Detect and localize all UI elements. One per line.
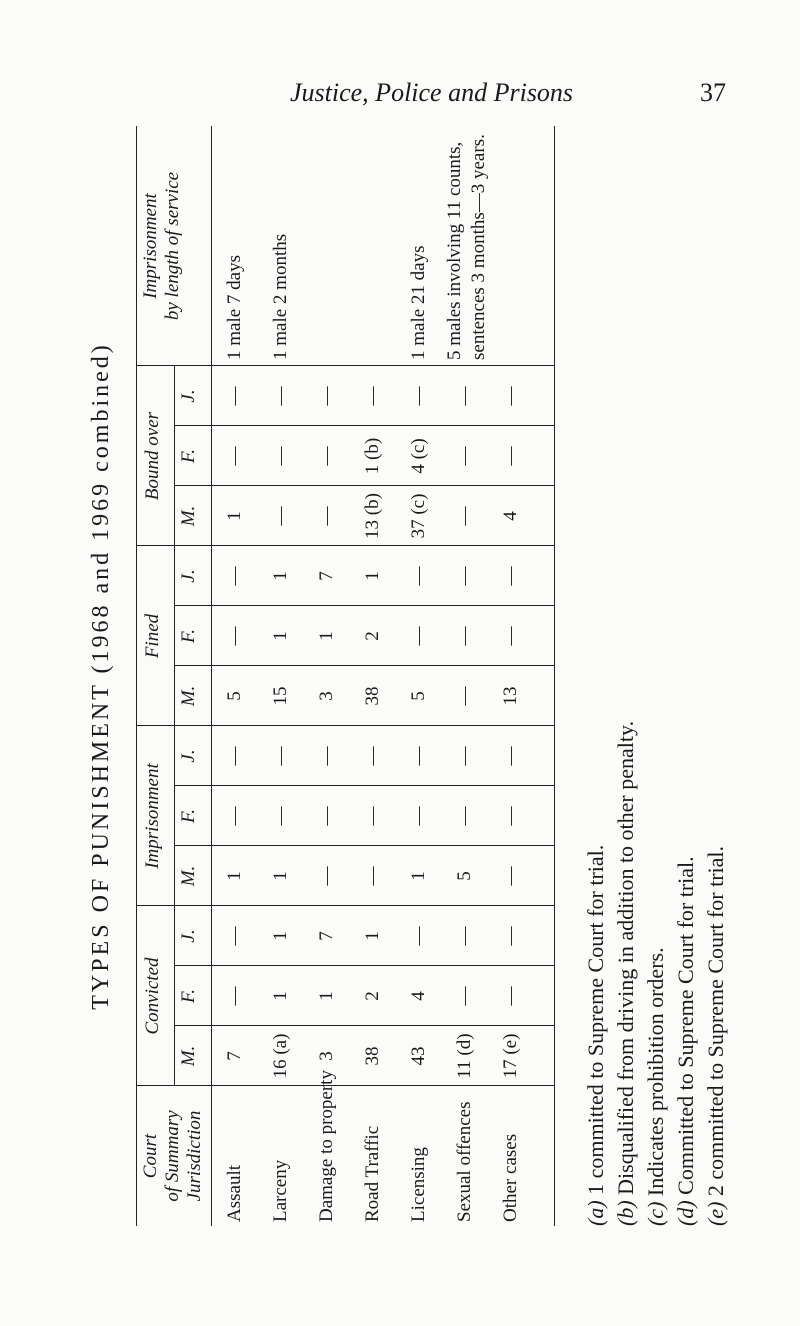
imprisonment-cell: —: [362, 806, 383, 826]
fined-cell: —: [224, 626, 245, 646]
footnote: [643, 947, 669, 1226]
convicted-cell: —: [454, 986, 475, 1006]
bound-over-cell: —: [270, 386, 291, 406]
bound-over-cell: 4: [500, 511, 521, 521]
bound-over-cell: —: [408, 386, 429, 406]
imprisonment-length: 1 male 7 days: [224, 254, 245, 360]
convicted-cell: 2: [362, 991, 383, 1001]
footnote-key: (b): [613, 1200, 638, 1226]
imprisonment-length: 1 male 2 months: [270, 233, 291, 360]
footnote-text: Indicates prohibition orders.: [643, 947, 668, 1197]
bound-over-cell: —: [270, 446, 291, 466]
imprisonment-length: 5 males involving 11 counts,: [444, 141, 465, 360]
bound-over-cell: —: [224, 386, 245, 406]
footnote-key: (a): [583, 1200, 608, 1226]
imprisonment-cell: —: [224, 806, 245, 826]
subheader-f: F.: [178, 989, 199, 1003]
rule: [174, 485, 554, 486]
convicted-cell: 38: [362, 1046, 383, 1066]
fined-cell: —: [408, 566, 429, 586]
imprisonment-cell: —: [408, 806, 429, 826]
rule: [174, 665, 554, 666]
convicted-cell: —: [500, 926, 521, 946]
fined-cell: 15: [270, 686, 291, 706]
page-number: 37: [700, 78, 726, 107]
rule: [174, 605, 554, 606]
bound-over-cell: 13 (b): [362, 493, 383, 539]
convicted-cell: 1: [316, 991, 337, 1001]
fined-cell: —: [454, 566, 475, 586]
footnote: [583, 845, 609, 1226]
fined-cell: 1: [270, 631, 291, 641]
court-header: [140, 1086, 206, 1226]
rule: [174, 366, 175, 1086]
court-header-line: of Summary: [161, 1110, 183, 1202]
convicted-cell: —: [224, 926, 245, 946]
subheader-j: J.: [178, 929, 199, 943]
bound-over-cell: —: [270, 506, 291, 526]
bound-over-cell: —: [316, 506, 337, 526]
subheader-f: F.: [178, 629, 199, 643]
convicted-cell: 17 (e): [500, 1033, 521, 1079]
imprisonment-cell: —: [500, 806, 521, 826]
subheader-m: M.: [178, 865, 199, 887]
length-header-line: Imprisonment: [140, 193, 161, 299]
fined-cell: —: [454, 686, 475, 706]
rule: [136, 725, 554, 726]
page-header: [0, 78, 800, 118]
imprisonment-cell: —: [316, 806, 337, 826]
convicted-cell: 3: [316, 1051, 337, 1061]
convicted-cell: 1: [362, 931, 383, 941]
imprisonment-cell: —: [500, 746, 521, 766]
bound-over-cell: —: [454, 446, 475, 466]
convicted-cell: 7: [224, 1051, 245, 1061]
rule: [136, 126, 137, 1226]
row-label: Licensing: [408, 1147, 429, 1222]
imprisonment-cell: 1: [270, 871, 291, 881]
rule: [211, 126, 212, 1226]
fined-header: Fined: [142, 613, 163, 659]
imprisonment-cell: —: [224, 746, 245, 766]
bound-over-cell: —: [500, 446, 521, 466]
length-header-line: by length of service: [161, 171, 183, 321]
convicted-cell: 1: [270, 991, 291, 1001]
bound-over-cell: 1 (b): [362, 437, 383, 475]
convicted-cell: —: [408, 926, 429, 946]
bound-over-cell: —: [316, 446, 337, 466]
table-title: TYPES OF PUNISHMENT (1968 and 1969 combined): [88, 342, 114, 1010]
subheader-j: J.: [178, 389, 199, 403]
imprisonment-cell: 1: [408, 871, 429, 881]
footnote-key: (d): [673, 1200, 698, 1226]
fined-cell: —: [500, 566, 521, 586]
rule: [174, 1025, 554, 1026]
imprisonment-cell: —: [270, 806, 291, 826]
court-header-line: Jurisdiction: [183, 1110, 205, 1202]
fined-cell: —: [224, 566, 245, 586]
imprisonment-cell: —: [316, 746, 337, 766]
fined-cell: 5: [408, 691, 429, 701]
subheader-m: M.: [178, 1045, 199, 1067]
imprisonment-length: sentences 3 months—3 years.: [468, 134, 489, 360]
fined-cell: 2: [362, 631, 383, 641]
rule: [174, 845, 554, 846]
imprisonment-cell: 1: [224, 871, 245, 881]
convicted-cell: 11 (d): [454, 1033, 475, 1079]
subheader-m: M.: [178, 685, 199, 707]
rule: [136, 1085, 554, 1086]
imprisonment-cell: —: [454, 806, 475, 826]
bound-over-cell: —: [454, 506, 475, 526]
rule: [174, 785, 554, 786]
footnote-text: 1 committed to Supreme Court for trial.: [583, 844, 608, 1195]
imprisonment-cell: —: [270, 746, 291, 766]
footnote-text: Committed to Supreme Court for trial.: [673, 856, 698, 1195]
row-label: Sexual offences: [454, 1101, 475, 1222]
court-header-line: Court: [140, 1133, 161, 1179]
imprisonment-cell: —: [454, 746, 475, 766]
imprisonment-cell: —: [362, 866, 383, 886]
fined-cell: 3: [316, 691, 337, 701]
punishment-table: [136, 126, 556, 1226]
fined-cell: —: [408, 626, 429, 646]
row-label: Assault: [224, 1165, 245, 1222]
subheader-m: M.: [178, 505, 199, 527]
subheader-j: J.: [178, 749, 199, 763]
rotated-table-area: [88, 126, 738, 1226]
convicted-cell: 4: [408, 991, 429, 1001]
rule: [174, 425, 554, 426]
row-label: Other cases: [500, 1133, 521, 1222]
fined-cell: 1: [362, 571, 383, 581]
rule: [554, 126, 555, 1226]
fined-cell: 1: [270, 571, 291, 581]
fined-cell: —: [454, 626, 475, 646]
footnote: [703, 846, 729, 1226]
rule: [174, 965, 554, 966]
bound-over-cell: —: [454, 386, 475, 406]
imprisonment-length-header: [140, 126, 184, 366]
row-label: Road Traffic: [362, 1125, 383, 1222]
running-title: Justice, Police and Prisons: [290, 78, 574, 107]
imprisonment-cell: —: [362, 746, 383, 766]
footnote-text: 2 committed to Supreme Court for trial.: [703, 845, 728, 1197]
bound-over-cell: 4 (c): [408, 438, 429, 474]
rule: [136, 905, 554, 906]
fined-cell: 13: [500, 686, 521, 706]
imprisonment-cell: —: [408, 746, 429, 766]
fined-cell: 38: [362, 686, 383, 706]
bound-over-cell: —: [500, 386, 521, 406]
convicted-cell: —: [500, 986, 521, 1006]
footnote: [613, 721, 639, 1226]
row-label: Damage to property: [316, 1070, 337, 1222]
imprisonment-cell: —: [500, 866, 521, 886]
imprisonment-cell: 5: [454, 871, 475, 881]
convicted-cell: —: [454, 926, 475, 946]
imprisonment-header: Imprisonment: [142, 763, 163, 869]
fined-cell: 5: [224, 691, 245, 701]
bound-over-cell: —: [224, 446, 245, 466]
imprisonment-length: 1 male 21 days: [408, 245, 429, 360]
footnote-key: (c): [643, 1201, 668, 1226]
rule: [136, 365, 554, 366]
convicted-cell: 43: [408, 1046, 429, 1066]
imprisonment-cell: —: [316, 866, 337, 886]
bound-over-header: Bound over: [142, 411, 163, 501]
rule: [136, 545, 554, 546]
fined-cell: 7: [316, 571, 337, 581]
footnote-text: Disqualified from driving in addition to other penalty.: [613, 720, 638, 1195]
convicted-header: Convicted: [142, 957, 163, 1035]
bound-over-cell: —: [362, 386, 383, 406]
subheader-j: J.: [178, 569, 199, 583]
fined-cell: 1: [316, 631, 337, 641]
bound-over-cell: 37 (c): [408, 493, 429, 539]
footnote: [673, 856, 699, 1226]
subheader-f: F.: [178, 809, 199, 823]
fined-cell: —: [500, 626, 521, 646]
row-label: Larceny: [270, 1159, 291, 1222]
convicted-cell: 1: [270, 931, 291, 941]
bound-over-cell: —: [316, 386, 337, 406]
convicted-cell: —: [224, 986, 245, 1006]
convicted-cell: 16 (a): [270, 1033, 291, 1079]
bound-over-cell: 1: [224, 511, 245, 521]
subheader-f: F.: [178, 449, 199, 463]
convicted-cell: 7: [316, 931, 337, 941]
footnote-key: (e): [703, 1201, 728, 1226]
